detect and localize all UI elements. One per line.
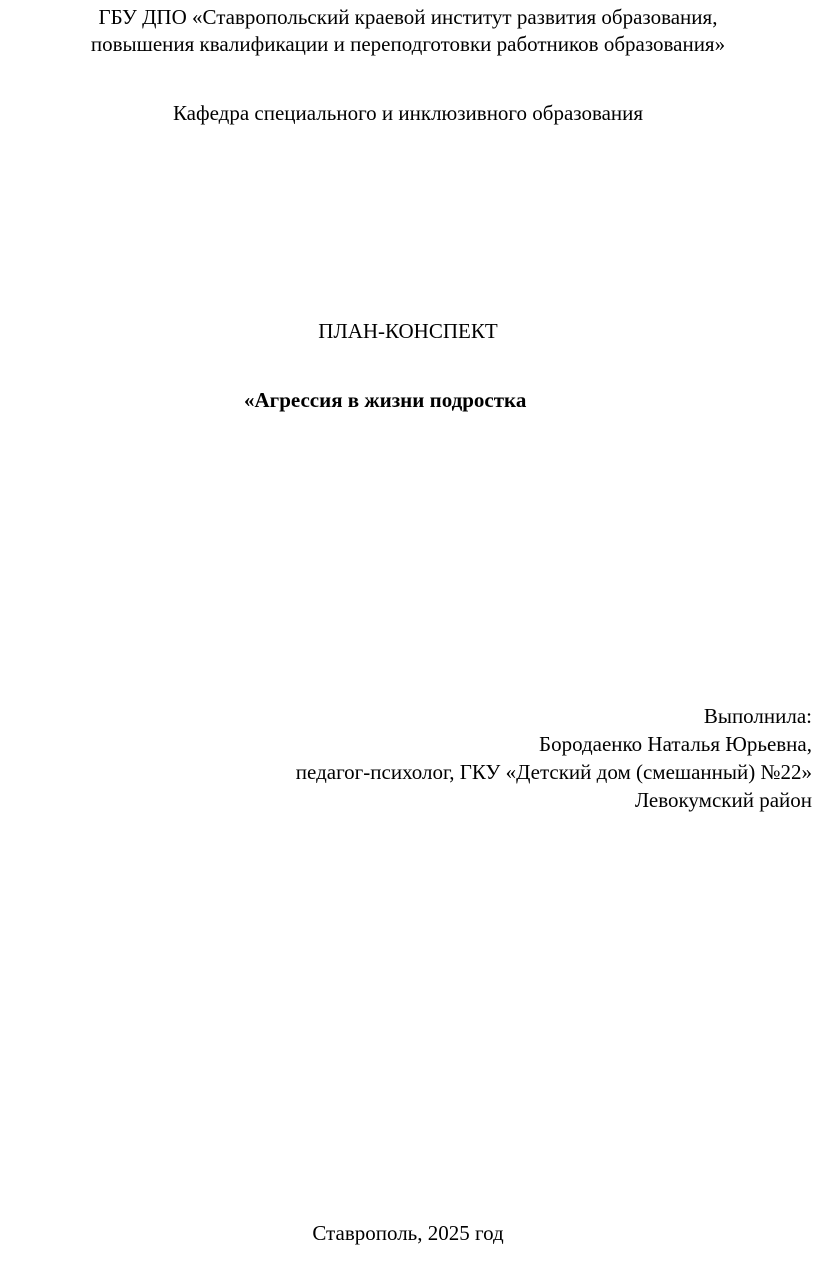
author-position: педагог-психолог, ГКУ «Детский дом (смешанный) №22»: [295, 760, 812, 784]
department-name: Кафедра специального и инклюзивного образования: [172, 101, 644, 125]
author-name: Бородаенко Наталья Юрьевна,: [539, 732, 812, 756]
document-type: ПЛАН-КОНСПЕКТ: [318, 319, 498, 343]
city-year: Ставрополь, 2025 год: [312, 1221, 504, 1245]
author-label: Выполнила:: [703, 704, 812, 728]
institution-name-line-2: повышения квалификации и переподготовки работников образования»: [90, 32, 726, 56]
author-district: Левокумский район: [634, 788, 812, 812]
document-title: «Агрессия в жизни подростка: [244, 388, 527, 412]
institution-name-line-1: ГБУ ДПО «Ставропольский краевой институт развития образования,: [98, 5, 718, 29]
